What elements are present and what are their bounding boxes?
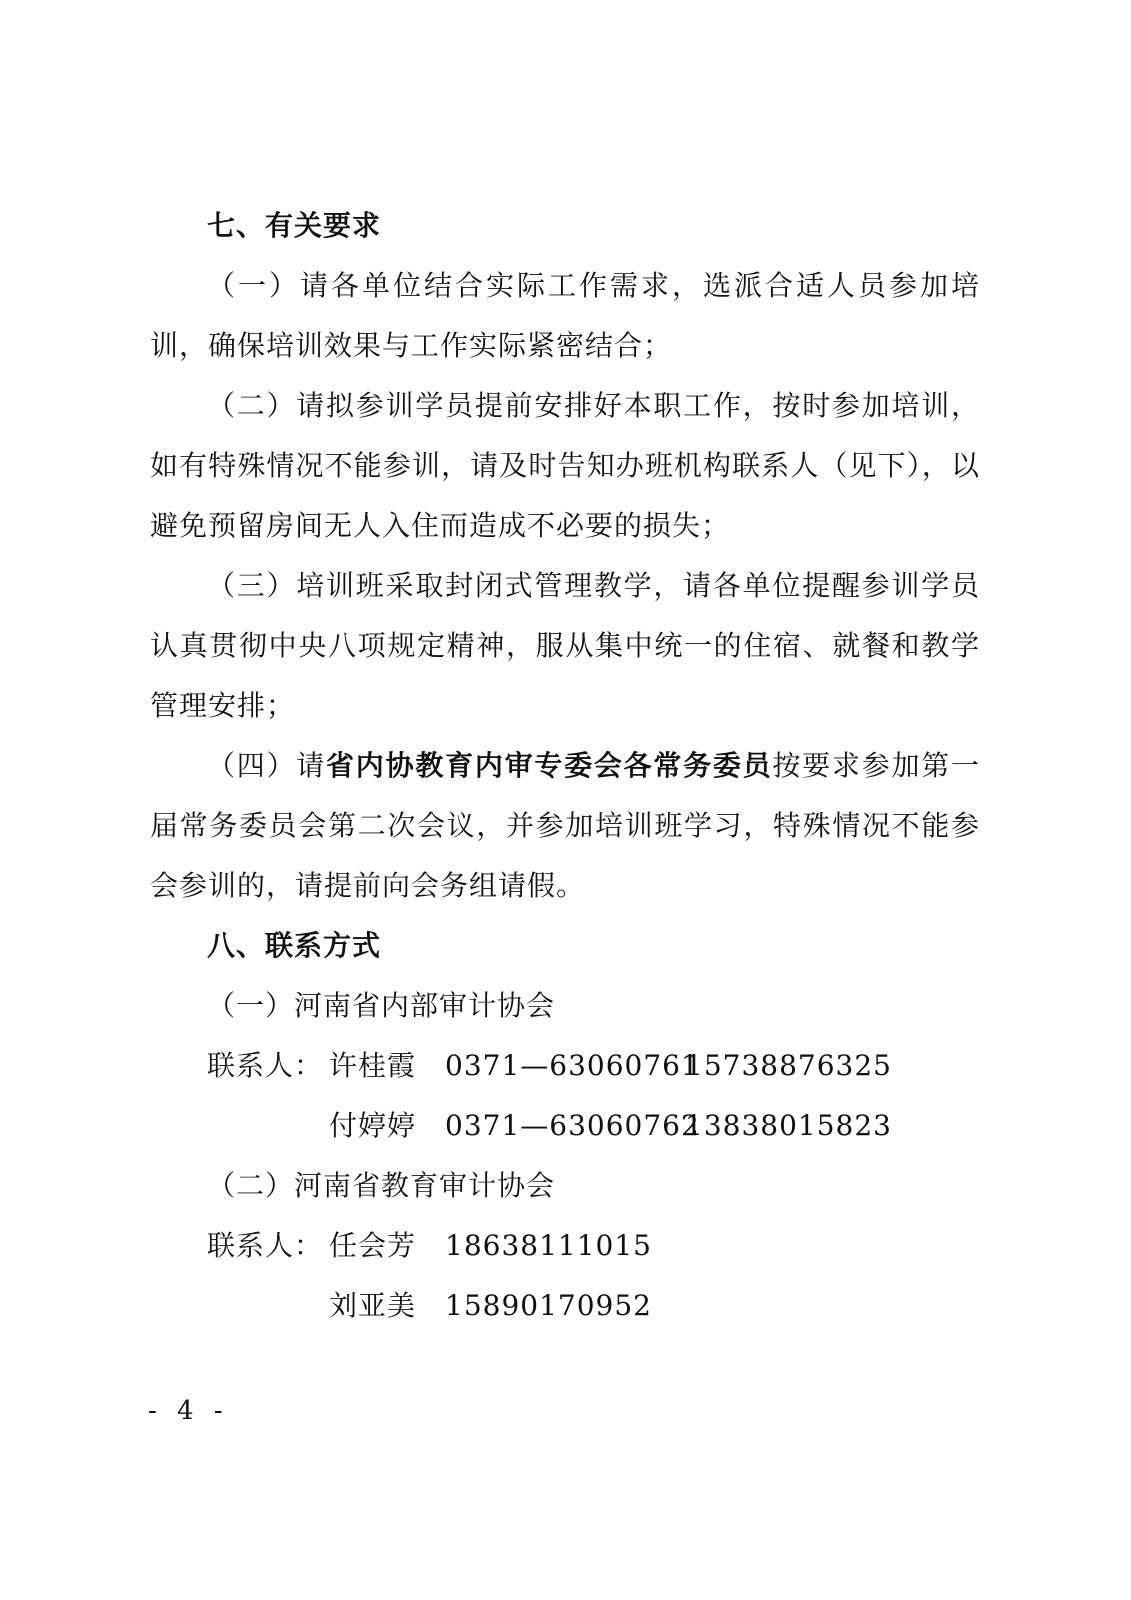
contact-row	[150, 1036, 980, 1096]
page-number: - 4 -	[148, 1396, 229, 1426]
contact-mobile: 15738876325	[685, 1049, 892, 1082]
contact-row	[150, 1216, 980, 1276]
org-title-1: （一）河南省内部审计协会	[207, 989, 556, 1022]
contact-name: 任会芳	[329, 1229, 417, 1262]
requirement-item-4-suffix: 按要求参加第一届常务委员会第二次会议，并参加培训班学习，特殊情况不能参会参训的，请提前向会务组请假。	[150, 749, 980, 902]
requirement-item-4-bold: 省内协教育内审专委会各常务委员	[326, 749, 773, 782]
requirement-item-4-prefix: （四）请	[207, 749, 327, 782]
contact-row	[150, 1096, 980, 1156]
contact-label: 联系人：	[207, 1229, 324, 1262]
contact-name: 付婷婷	[329, 1109, 417, 1142]
contact-row	[150, 1276, 980, 1336]
requirement-item-4	[150, 736, 980, 916]
contact-telephone: 0371—63060761	[445, 1049, 700, 1082]
contact-mobile: 13838015823	[685, 1109, 892, 1142]
contact-name: 许桂霞	[329, 1049, 417, 1082]
contact-label-spacer	[207, 1276, 329, 1336]
org-title-2: （二）河南省教育审计协会	[207, 1169, 556, 1202]
requirement-item-2: （二）请拟参训学员提前安排好本职工作，按时参加培训，如有特殊情况不能参训，请及时告知办班机构联系人（见下），以避免预留房间无人入住而造成不必要的损失；	[150, 389, 980, 542]
document-body	[150, 196, 980, 1336]
contact-label: 联系人：	[207, 1049, 324, 1082]
contact-telephone: 0371—63060762	[445, 1109, 700, 1142]
contact-mobile: 15890170952	[445, 1289, 652, 1322]
requirement-item-1: （一）请各单位结合实际工作需求，选派合适人员参加培训，确保培训效果与工作实际紧密结合；	[150, 269, 980, 362]
section-heading-contacts: 八、联系方式	[207, 929, 382, 962]
contact-label-spacer	[207, 1096, 329, 1156]
contact-name: 刘亚美	[329, 1289, 417, 1322]
section-heading-requirements: 七、有关要求	[207, 209, 382, 242]
contact-mobile: 18638111015	[445, 1229, 652, 1262]
requirement-item-3: （三）培训班采取封闭式管理教学，请各单位提醒参训学员认真贯彻中央八项规定精神，服从集中统一的住宿、就餐和教学管理安排；	[150, 569, 980, 722]
